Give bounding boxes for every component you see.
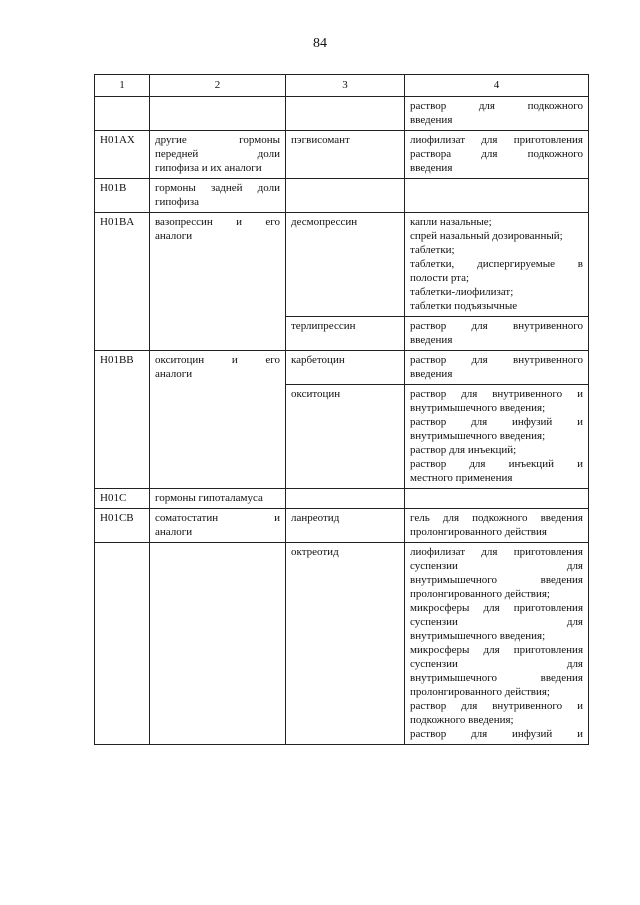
atc-code-cell: H01AX <box>95 131 150 179</box>
dosage-forms-cell <box>405 489 589 509</box>
atc-drug-table <box>94 74 589 745</box>
group-name-line: гипофиза и их аналоги <box>155 162 262 174</box>
group-name-line: аналоги <box>155 526 193 538</box>
dosage-forms-cell <box>405 213 589 317</box>
table-header-row <box>95 75 589 97</box>
group-name-line: гипофиза <box>155 196 200 208</box>
dosage-form-line: внутримышечного введения; <box>410 630 546 642</box>
dosage-form-line: раствор для внутривенного и <box>410 700 583 712</box>
group-name-line: аналоги <box>155 230 193 242</box>
dosage-form-line: полости рта; <box>410 272 470 284</box>
dosage-form-line: раствор для инъекций; <box>410 444 517 456</box>
dosage-form-line: введения <box>410 368 453 380</box>
dosage-forms-cell <box>405 543 589 745</box>
group-name-cell <box>150 543 286 745</box>
dosage-form-line: лиофилизат для приготовления <box>410 546 583 558</box>
dosage-form-line: введения <box>410 162 453 174</box>
dosage-forms-cell <box>405 179 589 213</box>
atc-code-cell: H01BA <box>95 213 150 351</box>
group-name-cell <box>150 131 286 179</box>
dosage-form-line: раствор для инфузий и <box>410 728 583 740</box>
table-row <box>95 543 589 745</box>
group-name-line: аналоги <box>155 368 193 380</box>
group-name-line: гормоны гипоталамуса <box>155 492 263 504</box>
drug-name-cell: окситоцин <box>286 385 405 489</box>
group-name-cell <box>150 351 286 489</box>
dosage-forms-cell <box>405 385 589 489</box>
dosage-form-line: местного применения <box>410 472 513 484</box>
dosage-form-line: внутримышечного введения <box>410 574 583 586</box>
atc-code-cell: H01C <box>95 489 150 509</box>
dosage-form-line: лиофилизат для приготовления <box>410 134 583 146</box>
dosage-form-line: микросферы для приготовления <box>410 644 583 656</box>
drug-name-cell: октреотид <box>286 543 405 745</box>
drug-name-cell <box>286 489 405 509</box>
dosage-form-line: капли назальные; <box>410 216 492 228</box>
group-name-line: гормоны задней доли <box>155 182 280 194</box>
column-header-4: 4 <box>405 75 589 97</box>
dosage-form-line: раствор для инъекций и <box>410 458 583 470</box>
group-name-cell <box>150 213 286 351</box>
dosage-form-line: раствора для подкожного <box>410 148 583 160</box>
dosage-form-line: таблетки подъязычные <box>410 300 518 312</box>
table-row <box>95 97 589 131</box>
dosage-forms-cell <box>405 509 589 543</box>
drug-name-cell: терлипрессин <box>286 317 405 351</box>
group-name-line: окситоцин и его <box>155 354 280 366</box>
group-name-cell <box>150 97 286 131</box>
dosage-form-line: таблетки-лиофилизат; <box>410 286 514 298</box>
dosage-form-line: таблетки, диспергируемые в <box>410 258 583 270</box>
dosage-form-line: внутримышечного введения <box>410 672 583 684</box>
table-row <box>95 489 589 509</box>
dosage-form-line: раствор для внутривенного <box>410 354 583 366</box>
dosage-form-line: пролонгированного действия <box>410 526 547 538</box>
dosage-form-line: гель для подкожного введения <box>410 512 583 524</box>
atc-code-cell <box>95 97 150 131</box>
atc-code-cell: H01BB <box>95 351 150 489</box>
dosage-form-line: раствор для внутривенного и <box>410 388 583 400</box>
drug-name-cell: десмопрессин <box>286 213 405 317</box>
page-number: 84 <box>313 36 327 51</box>
drug-name-cell: ланреотид <box>286 509 405 543</box>
table-row <box>95 509 589 543</box>
dosage-form-line: суспензии для <box>410 616 583 628</box>
drug-name-cell: карбетоцин <box>286 351 405 385</box>
group-name-line: передней доли <box>155 148 280 160</box>
group-name-line: соматостатин и <box>155 512 280 524</box>
atc-code-cell: H01B <box>95 179 150 213</box>
dosage-form-line: раствор для инфузий и <box>410 416 583 428</box>
atc-code-cell <box>95 543 150 745</box>
group-name-line: вазопрессин и его <box>155 216 280 228</box>
drug-name-cell: пэгвисомант <box>286 131 405 179</box>
table-row <box>95 131 589 179</box>
dosage-form-line: раствор для подкожного <box>410 100 583 112</box>
dosage-form-line: раствор для внутривенного <box>410 320 583 332</box>
column-header-2: 2 <box>150 75 286 97</box>
column-header-3: 3 <box>286 75 405 97</box>
table-row <box>95 351 589 385</box>
table-row <box>95 213 589 317</box>
dosage-form-line: введения <box>410 334 453 346</box>
column-header-1: 1 <box>95 75 150 97</box>
dosage-form-line: спрей назальный дозированный; <box>410 230 563 242</box>
dosage-form-line: микросферы для приготовления <box>410 602 583 614</box>
dosage-form-line: введения <box>410 114 453 126</box>
dosage-form-line: подкожного введения; <box>410 714 514 726</box>
dosage-form-line: пролонгированного действия; <box>410 686 550 698</box>
dosage-form-line: внутримышечного введения; <box>410 402 546 414</box>
dosage-form-line: пролонгированного действия; <box>410 588 550 600</box>
dosage-forms-cell <box>405 351 589 385</box>
dosage-form-line: таблетки; <box>410 244 455 256</box>
dosage-form-line: суспензии для <box>410 560 583 572</box>
group-name-line: другие гормоны <box>155 134 280 146</box>
dosage-form-line: суспензии для <box>410 658 583 670</box>
atc-code-cell: H01CB <box>95 509 150 543</box>
table-row <box>95 179 589 213</box>
group-name-cell <box>150 489 286 509</box>
dosage-forms-cell <box>405 97 589 131</box>
group-name-cell <box>150 509 286 543</box>
dosage-forms-cell <box>405 131 589 179</box>
drug-name-cell <box>286 97 405 131</box>
dosage-forms-cell <box>405 317 589 351</box>
dosage-form-line: внутримышечного введения; <box>410 430 546 442</box>
group-name-cell <box>150 179 286 213</box>
drug-name-cell <box>286 179 405 213</box>
